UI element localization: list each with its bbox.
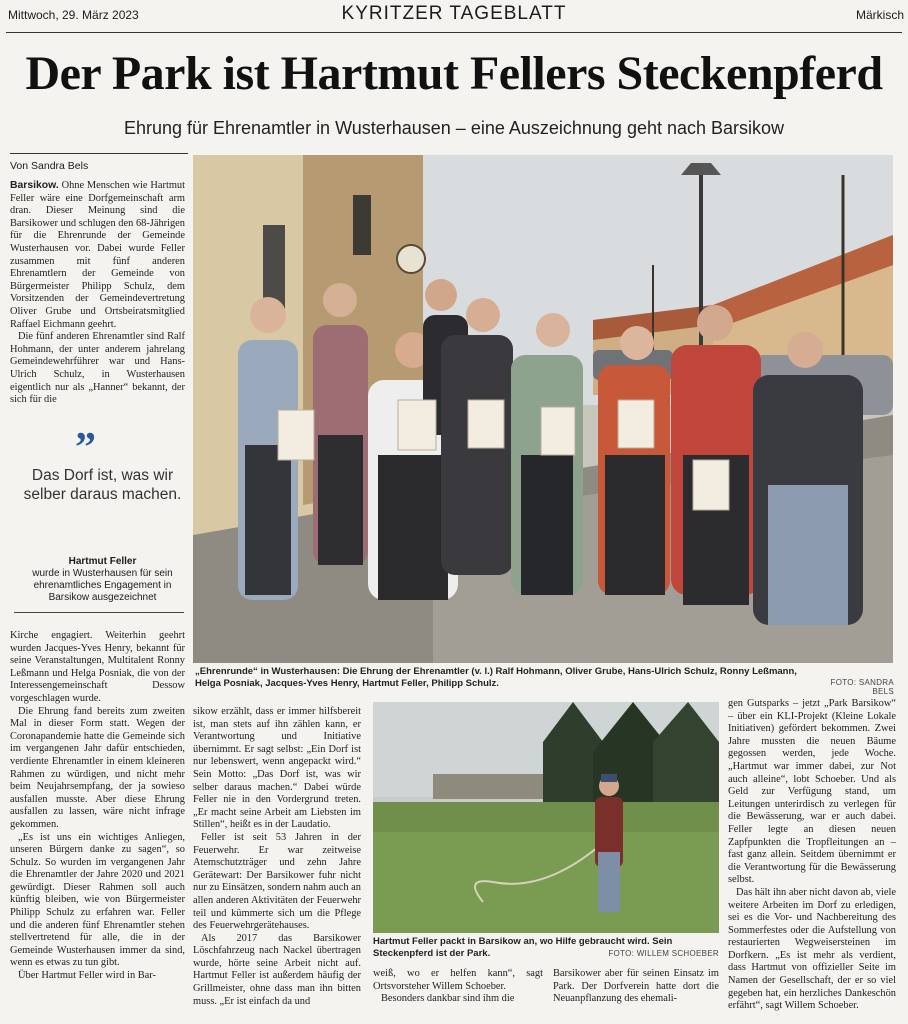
- paragraph: Die Ehrung fand bereits zum zweiten Mal in dieser Form statt. Wegen der Coronapandemie hatte die Gemeinde sich im vergangenen Jahr dafür entschieden, verdiente Ehrenamtler in einem kleineren Rahmen zu würdigen, und nicht mehr beim Neujahrsempfang, der ja sowieso ausfallen musste. Aber diese Ehrung ausfallen zu lassen, wäre nicht infrage gekommen.: [10, 705, 185, 830]
- paragraph: sikow erzählt, dass er immer hilfsbereit ist, man stets auf ihn zählen kann, er Verantwortung und Initiative übernimmt. Er sagt selbst: „Ein Dorf ist nur lebenswert, wenn angepackt wird.“ Sein Motto: „Das Dorf ist, was wir selber daraus machen.“ Dabei würde Feller nie in den Vordergrund treten. „Er macht seine Arbeit am Liebsten im Stillen“, heißt es in der Laudatio.: [193, 706, 361, 831]
- paragraph: Kirche engagiert. Weiterhin geehrt wurden Jacques-Yves Henry, bekannt für seine Veranstaltungen, Multitalent Ronny Leßmann und Helga Posniak, die von der Interessengemeinschaft Dessow vorgeschlagen wurde.: [10, 630, 185, 704]
- paragraph: Das hält ihn aber nicht davon ab, viele weitere Arbeiten im Dorf zu erledigen, sei es die Vor- und Nachbereitung des Sommerfestes oder die Aufstellung von restaurierten Wegweisersteinen im Dorfkern. „Es ist mehr als verdient, dass Hartmut von offizieller Seite im Namen der Gesellschaft, der er so viel gegeben hat, ein herzliches Dankeschön erfährt“, sagt Willem Schoeber.: [728, 886, 896, 1012]
- pull-quote: Das Dorf ist, was wir selber daraus machen.: [23, 467, 182, 503]
- paragraph: Die fünf anderen Ehrenamtler sind Ralf Hohmann, der unter anderem jahrelang Gemeindewehrführer war und Hans-Ulrich Schulz, in Wusterhausen eigentlich nur als „Hanner“ bekannt, der sich für die: [10, 331, 185, 406]
- article-column-1-bottom: [10, 630, 185, 983]
- headline: Der Park ist Hartmut Fellers Steckenpferd: [25, 47, 883, 100]
- byline: Von Sandra Bels: [10, 160, 89, 172]
- paragraph: Barsikower aber für seinen Einsatz im Park. Der Dorfverein hatte dort die Neuanpflanzung des ehemali-: [553, 968, 719, 1005]
- masthead-rule: [6, 32, 902, 33]
- quote-rule: [14, 612, 184, 613]
- paragraph: „Es ist uns ein wichtiges Anliegen, unseren Bürgern danke zu sagen“, so Schulz. So wurden im vergangenen Jahr die Ehrenamtler der Jahre 2020 und 2021 gewürdigt. Dieser Rahmen soll auch künftig bleiben, wie von Bürgermeister Philipp Schulz zu erfahren war. Feller und die anderen fünf Ehrenamtler stehen stellvertretend für alle, die in der Gemeinde Wusterhausen immer da sind, wenn es etwas zu tun gibt.: [10, 831, 185, 969]
- paragraph: Feller ist seit 53 Jahren in der Feuerwehr. Er war zeitweise Atemschutzträger und zehn Jahre Gerätewart: Der Barsikower fuhr nicht nur zu Einsätzen, sondern nahm auch an allen anderen Aktivitäten der Feuerwehr teil und kümmerte sich um die Pflege des Feuerwehrgerätehauses.: [193, 831, 361, 932]
- article-column-5: [728, 698, 896, 1013]
- paragraph: gen Gutsparks – jetzt „Park Barsikow“ – über ein KLI-Projekt (Kleine Lokale Initiativen) gefördert bekommen. Zwei Jahre mussten die neuen Bäume gegossen werden, jede Woche. „Hartmut war immer dabei, zur Not auch alleine“, lobt Schoeber. Und als Geld zur Verfügung stand, um Leitungen unterirdisch zu verlegen für die Bewässerung, war er auch dabei. Feller legte an diesen neuen Zapfpunkten die Tropfleitungen an – fast ganz allein. Seitdem übernimmt er die Verantwortung für die Bewässerung selbst.: [728, 698, 896, 886]
- article-column-4: [553, 968, 719, 1006]
- article-column-1-top: [10, 180, 185, 407]
- paragraph: Ohne Menschen wie Hartmut Feller wäre eine Dorfgemeinschaft arm dran. Dieser Meinung sind die Barsikower und schlugen den 68-Jährigen für die Ehrenrunde der Gemeinde Wusterhausen vor. Dabei wurde Feller zusammen mit fünf anderen Ehrenamtlern der Gemeinde von Bürgermeister Philipp Schulz, dem Vorsitzenden der Gemeindevertretung Oliver Grube und Ortsbeiratsmitglied Raffael Eichmann geehrt.: [10, 180, 185, 330]
- quote-author: Hartmut Feller: [68, 556, 137, 567]
- park-photo-credit: FOTO: WILLEM SCHOEBER: [608, 949, 719, 958]
- paragraph: Als 2017 das Barsikower Löschfahrzeug nach Nackel übertragen wurde, hörte seine Arbeit nicht auf. Hartmut Feller ist außerdem häufig der Grillmeister, ohne dass man ihn bitten muss. „Er ist einfach da und: [193, 932, 361, 1007]
- photo-caption: „Ehrenrunde“ in Wusterhausen: Die Ehrung der Ehrenamtler (v. l.) Ralf Hohmann, Oliver Grube, Hans-Ulrich Schulz, Ronny Leßmann, Helga Posniak, Jacques-Yves Henry, Hartmut Feller, Philipp Schulz.: [195, 666, 797, 689]
- section-region: Märkisch: [855, 8, 904, 22]
- park-photo-image: [373, 702, 719, 933]
- park-photo: [373, 702, 719, 933]
- paragraph: weiß, wo er helfen kann“, sagt Ortsvorsteher Willem Schoeber.: [373, 968, 543, 992]
- group-photo: [193, 155, 893, 663]
- quote-author-description: wurde in Wusterhausen für sein ehrenamtliches Engagement in Barsikow ausgezeichnet: [32, 568, 173, 603]
- paragraph: Über Hartmut Feller wird in Bar-: [18, 970, 157, 982]
- subheadline: Ehrung für Ehrenamtler in Wusterhausen – eine Auszeichnung geht nach Barsikow: [123, 118, 785, 138]
- group-photo-image: [193, 155, 893, 663]
- article-column-2: [193, 706, 361, 1008]
- park-photo-caption: Hartmut Feller packt in Barsikow an, wo Hilfe gebraucht wird. Sein Steckenpferd ist der Park.: [373, 936, 673, 959]
- quote-mark-icon: ”: [75, 425, 96, 471]
- paragraph: Besonders dankbar sind ihm die: [381, 993, 515, 1005]
- byline-rule: [10, 153, 188, 154]
- newspaper-name: KYRITZER TAGEBLATT: [341, 3, 567, 24]
- article-column-3: [373, 968, 543, 1006]
- photo-credit: FOTO: SANDRA BELS: [830, 678, 894, 696]
- issue-date: Mittwoch, 29. März 2023: [8, 8, 139, 22]
- dateline: Barsikow.: [10, 180, 59, 191]
